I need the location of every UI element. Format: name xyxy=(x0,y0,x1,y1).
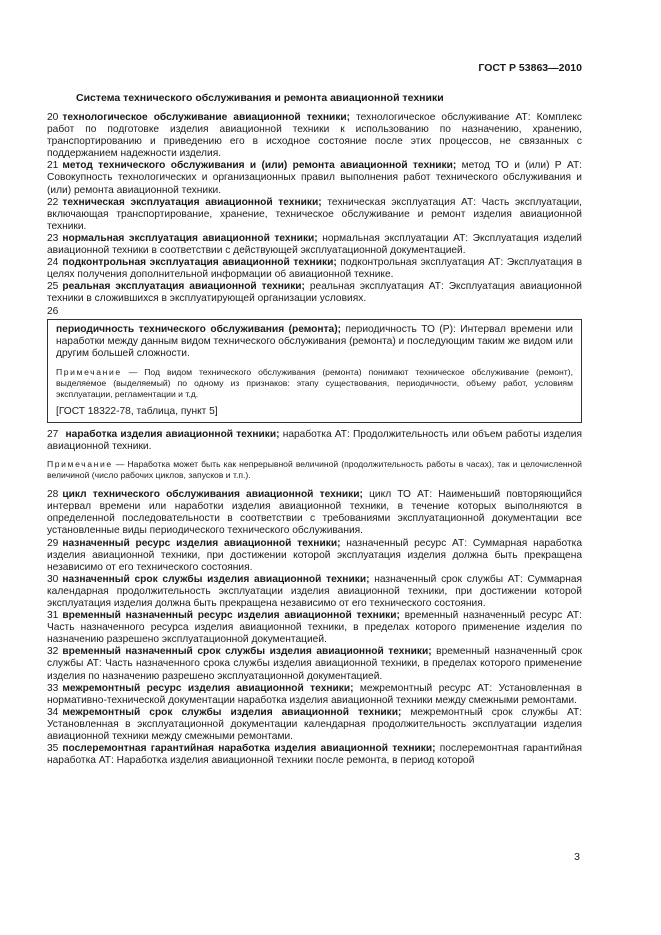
term-text: межремонтный срок службы АТ: Установленная в эксплуатационной документации календарная продолжительность эксплуатации изделия авиационной техники между смежными ремонтами. xyxy=(47,706,582,743)
term-text: временный назначенный ресурс АТ: Часть назначенного ресурса изделия авиационной техники, в пределах которого применение изделия по назначению разрешено эксплуатационной документацией. xyxy=(47,610,582,646)
term-text: назначенный срок службы АТ: Суммарная календарная продолжительность эксплуатации изделия авиационной техники, при достижении которой эксплуатация изделия должна быть прекращена независимо от его технического состояния. xyxy=(47,573,583,609)
term-title: техническая эксплуатация авиационной техники; xyxy=(62,196,322,208)
term-number: 33 xyxy=(47,682,59,694)
term-25 xyxy=(47,281,582,305)
term-number: 28 xyxy=(47,489,59,501)
term-title: послеремонтная гарантийная наработка изделия авиационной техники; xyxy=(62,743,436,755)
term-27-number: 27 xyxy=(47,428,59,440)
term-text: межремонтный ресурс АТ: Установленная в нормативно-технической документации наработка изделия авиационной техники между смежными ремонтами. xyxy=(47,682,582,706)
term-title: реальная эксплуатация авиационной техники; xyxy=(62,281,305,293)
term-text: технологическое обслуживание АТ: Комплекс работ по подготовке изделия авиационной техники к использованию по назначению, хранению, транспортированию и приведению его в исходное состояние после этих процессов, не связанных с поддержанием надежности изделия. xyxy=(47,112,583,160)
term-number: 23 xyxy=(47,232,59,244)
note-text: — Наработка может быть как непрерывной величиной (продолжительность работы в часах), так и целочисленной величиной (число рабочих циклов, запусков и т.п.). xyxy=(47,459,582,481)
term-number: 21 xyxy=(47,160,59,172)
term-text: реальная эксплуатация АТ: Эксплуатация авиационной техники в сложившихся в эксплуатирующей организации условиях. xyxy=(47,281,582,305)
term-35 xyxy=(47,743,582,767)
term-title: временный назначенный срок службы изделия авиационной техники; xyxy=(62,646,432,658)
term-title: подконтрольная эксплуатация авиационной техники; xyxy=(62,257,337,269)
term-text: нормальная эксплуатации АТ: Эксплуатация изделий авиационной техники в соответствии с действующей эксплуатационной документацией. xyxy=(47,232,582,257)
term-number: 24 xyxy=(47,257,59,269)
term-26-title: периодичность технического обслуживания (ремонта); xyxy=(56,323,342,335)
note-label: Примечание xyxy=(56,366,122,377)
term-number: 22 xyxy=(47,196,59,208)
term-title: временный назначенный ресурс изделия авиационной техники; xyxy=(62,610,400,622)
term-title: назначенный срок службы изделия авиационной техники; xyxy=(62,573,370,585)
section-title: Система технического обслуживания и ремонта авиационной техники xyxy=(76,92,444,104)
term-number: 30 xyxy=(47,573,59,585)
term-26-note xyxy=(56,367,573,400)
term-23 xyxy=(47,233,582,257)
term-text: техническая эксплуатация АТ: Часть эксплуатации, включающая транспортирование, хранение, техническое обслуживание и ремонт изделия авиационной техники. xyxy=(47,196,582,232)
term-26-box xyxy=(47,319,582,423)
term-22 xyxy=(47,197,582,233)
term-26-reference: [ГОСТ 18322-78, таблица, пункт 5] xyxy=(56,405,218,417)
term-24 xyxy=(47,257,582,281)
term-number: 25 xyxy=(47,281,59,293)
term-text: метод ТО и (или) Р АТ: Совокупность технологических и организационных правил выполнения работ технического обслуживания и (или) ремонта авиационной техники. xyxy=(47,160,582,196)
term-title: технологическое обслуживание авиационной техники; xyxy=(62,112,351,123)
document-code: ГОСТ Р 53863—2010 xyxy=(478,62,582,74)
term-20 xyxy=(47,112,582,160)
term-text: цикл ТО АТ: Наименьший повторяющийся интервал времени или наработки изделия авиационной техники, в течение которых выполняются в определенной последовательности в соответствии с требованиями эксплуатационной документации все установленные виды периодического технического обслуживания. xyxy=(47,489,582,537)
term-31 xyxy=(47,610,582,646)
note-text: — Под видом технического обслуживания (ремонта) понимают техническое обслуживание (ремонт), выделяемое (выделяемый) по одному из признаков: этапу существования, периодичности, объему работ, условиям эксплуатации, регламентации и т.д. xyxy=(56,366,573,399)
term-21 xyxy=(47,160,582,196)
term-27-note xyxy=(47,459,582,481)
note-label: Примечание xyxy=(47,459,113,470)
term-30 xyxy=(47,574,582,610)
term-title: межремонтный срок службы изделия авиационной техники; xyxy=(62,706,402,718)
term-text: временный назначенный срок службы АТ: Часть назначенного срока службы изделия авиационной техники, в пределах которого применение изделия по назначению разрешено эксплуатационной документацией. xyxy=(47,646,582,682)
term-32 xyxy=(47,646,582,682)
term-33 xyxy=(47,683,582,707)
term-number: 20 xyxy=(47,112,59,123)
term-title: назначенный ресурс изделия авиационной техники; xyxy=(62,537,341,549)
term-29 xyxy=(47,538,582,574)
term-27-title: наработка изделия авиационной техники; xyxy=(65,428,280,440)
term-text: назначенный ресурс АТ: Суммарная наработка изделия авиационной техники, при достижении которой эксплуатация изделия должна быть прекращена независимо от его технического состояния. xyxy=(47,537,582,573)
document-body xyxy=(47,112,582,767)
term-number: 31 xyxy=(47,610,59,622)
term-number: 34 xyxy=(47,706,59,718)
term-27-text: наработка АТ: Продолжительность или объем работы изделия авиационной техники. xyxy=(47,428,582,453)
term-34 xyxy=(47,707,582,743)
page-number: 3 xyxy=(574,851,580,863)
term-number: 29 xyxy=(47,537,59,549)
term-number: 32 xyxy=(47,646,59,658)
term-title: межремонтный ресурс изделия авиационной техники; xyxy=(62,682,354,694)
term-title: нормальная эксплуатация авиационной техники; xyxy=(62,232,318,244)
term-27 xyxy=(47,429,582,453)
term-28 xyxy=(47,489,582,537)
term-text: подконтрольная эксплуатация АТ: Эксплуатация в целях получения дополнительной информации об авиационной технике. xyxy=(47,257,582,281)
term-title: цикл технического обслуживания авиационной техники; xyxy=(62,489,363,501)
term-text: послеремонтная гарантийная наработка АТ: Наработка изделия авиационной техники после ремонта, в период которой xyxy=(47,743,582,767)
term-26-text: периодичность ТО (Р): Интервал времени или наработки между данным видом технического обслуживания (ремонта) и последующим таким же видом или другим большей сложности. xyxy=(56,323,573,359)
term-number: 35 xyxy=(47,743,59,755)
term-26-definition xyxy=(56,324,573,360)
term-title: метод технического обслуживания и (или) ремонта авиационной техники; xyxy=(62,160,457,172)
term-26-number: 26 xyxy=(47,305,59,317)
